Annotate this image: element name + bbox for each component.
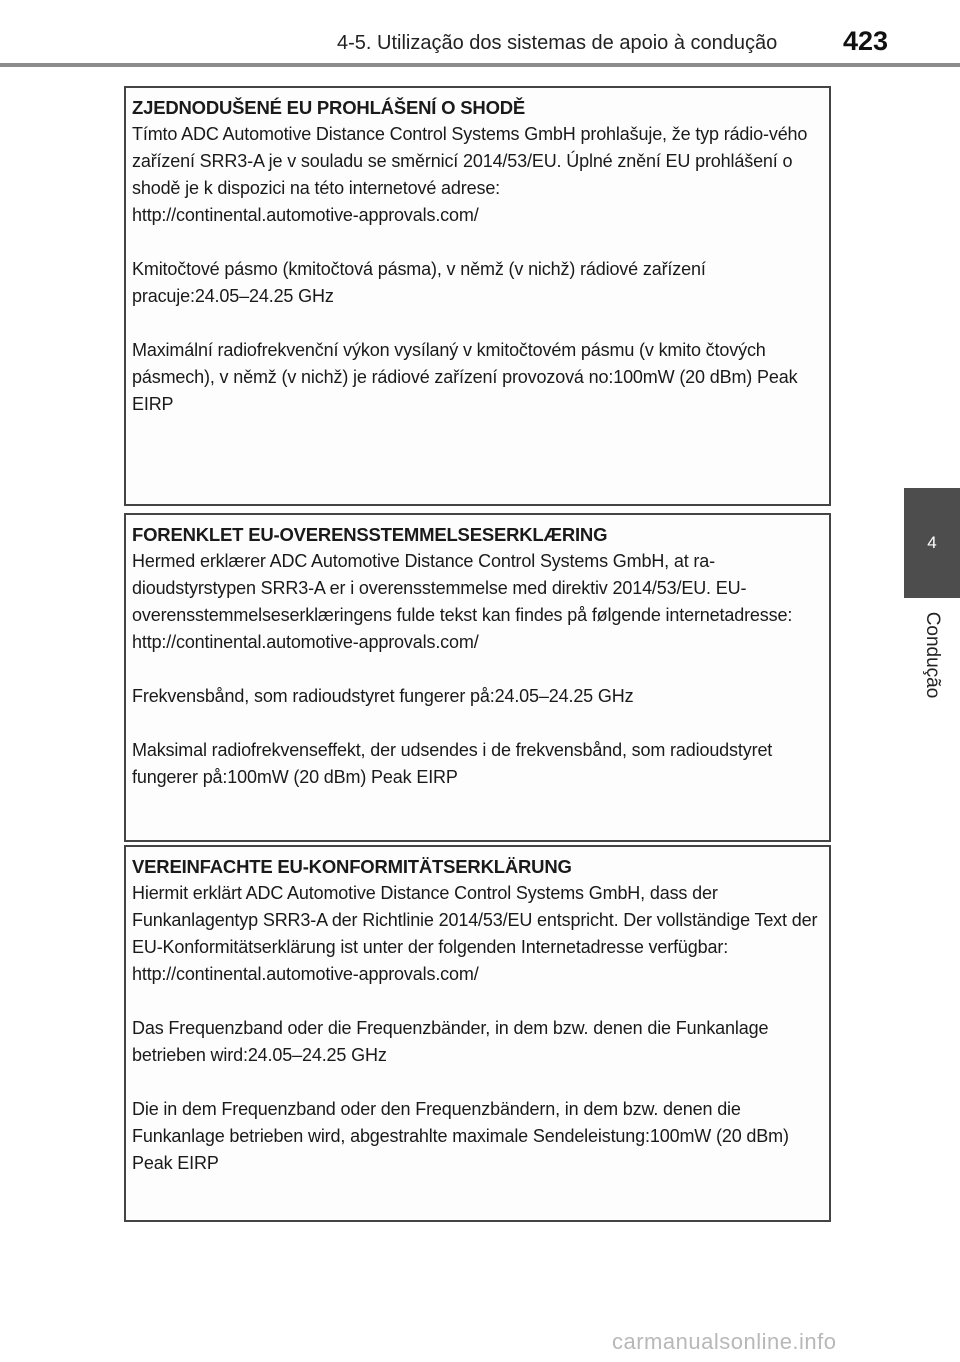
declaration-frequency: Frekvensbånd, som radioudstyret fungerer på:24.05–24.25 GHz xyxy=(132,686,634,706)
declaration-box-german xyxy=(124,845,831,1222)
declaration-heading: VEREINFACHTE EU-KONFORMITÄTSERKLÄRUNG xyxy=(132,856,572,877)
declaration-power: Maksimal radiofrekvenseffekt, der udsendes i de frekvensbånd, som radioudstyret fungerer på:100mW (20 dBm) Peak EIRP xyxy=(132,740,773,787)
declaration-url: http://continental.automotive-approvals.com/ xyxy=(132,964,479,984)
chapter-number: 4 xyxy=(927,533,937,552)
declaration-heading: ZJEDNODUŠENÉ EU PROHLÁŠENÍ O SHODĚ xyxy=(132,97,526,118)
declaration-intro: Tímto ADC Automotive Distance Control Systems GmbH prohlašuje, že typ rádio-vého zařízení SRR3-A je v souladu se směrnicí 2014/53/EU. Úplné znění EU prohlášení o shodě je k dispozici na této internetové adrese: xyxy=(132,124,808,198)
page-number: 423 xyxy=(843,26,889,56)
declaration-box-czech xyxy=(124,86,831,506)
section-title: 4-5. Utilização dos sistemas de apoio à condução xyxy=(337,32,778,54)
declaration-box-danish xyxy=(124,513,831,842)
chapter-label: Condução xyxy=(922,611,943,699)
watermark: carmanualsonline.info xyxy=(612,1329,837,1354)
declaration-frequency: Das Frequenzband oder die Frequenzbänder, in dem bzw. denen die Funkanlage betrieben wird:24.05–24.25 GHz xyxy=(132,1018,769,1065)
declaration-url: http://continental.automotive-approvals.com/ xyxy=(132,632,479,652)
declaration-intro: Hermed erklærer ADC Automotive Distance Control Systems GmbH, at ra-dioudstyrstypen SRR3-A er i overensstemmelse med direktiv 2014/53/EU. EU-overensstemmelseserklæringens fulde tekst kan findes på følgende internetadresse: xyxy=(132,551,793,625)
chapter-tab xyxy=(904,488,960,598)
declaration-frequency: Kmitočtové pásmo (kmitočtová pásma), v němž (v nichž) rádiové zařízení pracuje:24.05–24.25 GHz xyxy=(132,259,706,306)
declaration-url: http://continental.automotive-approvals.com/ xyxy=(132,205,479,225)
declaration-power: Maximální radiofrekvenční výkon vysílaný v kmitočtovém pásmu (v kmito čtových pásmech), v němž (v nichž) je rádiové zařízení provozová no:100mW (20 dBm) Peak EIRP xyxy=(132,340,798,414)
header-divider xyxy=(0,63,960,67)
declaration-power: Die in dem Frequenzband oder den Frequenzbändern, in dem bzw. denen die Funkanlage betrieben wird, abgestrahlte maximale Sendeleistung:100mW (20 dBm) Peak EIRP xyxy=(132,1099,789,1173)
declaration-heading: FORENKLET EU-OVERENSSTEMMELSESERKLÆRING xyxy=(132,524,608,545)
declaration-intro: Hiermit erklärt ADC Automotive Distance Control Systems GmbH, dass der Funkanlagentyp SRR3-A der Richtlinie 2014/53/EU entspricht. Der vollständige Text der EU-Konformitätserklärung ist unter der folgenden Internetadresse verfügbar: xyxy=(132,883,818,957)
